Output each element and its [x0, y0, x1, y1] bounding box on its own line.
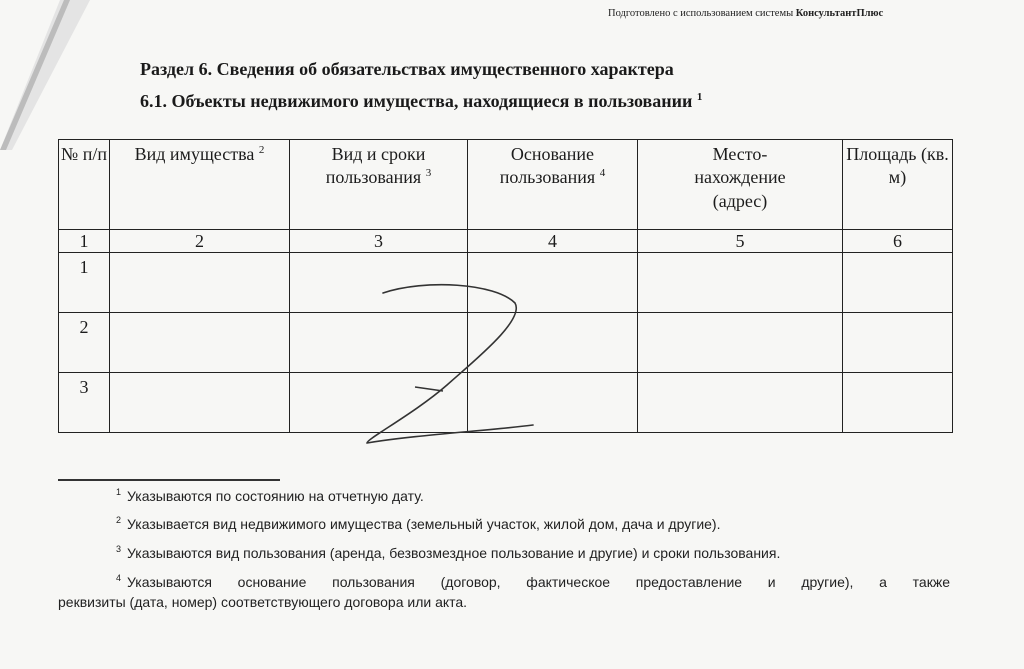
- footnote-divider: [58, 479, 280, 481]
- prepared-prefix: Подготовлено с использованием системы: [608, 8, 794, 19]
- empty-cell: [468, 313, 638, 373]
- column-number-row: [59, 230, 953, 253]
- column-number: 1: [59, 230, 110, 253]
- empty-cell: [110, 373, 290, 433]
- column-number: 2: [110, 230, 290, 253]
- col-header-location: [638, 140, 843, 230]
- section-subtitle: [140, 91, 702, 112]
- col-header-area: [843, 140, 953, 230]
- col-note: 4: [599, 167, 606, 180]
- footnote-4: [58, 572, 950, 613]
- pen-edge-icon: [0, 0, 90, 150]
- empty-cell: [843, 313, 953, 373]
- table-row: [59, 313, 953, 373]
- col-label: Основание пользования: [499, 144, 596, 188]
- empty-cell: [638, 253, 843, 313]
- empty-cell: [290, 253, 468, 313]
- empty-cell: [843, 253, 953, 313]
- row-number: 2: [59, 313, 110, 373]
- empty-cell: [468, 373, 638, 433]
- col-label: Место-нахождение (адрес): [694, 144, 786, 211]
- table-row: [59, 373, 953, 433]
- section-subtitle-note: 1: [696, 91, 703, 103]
- column-number: 3: [290, 230, 468, 253]
- col-label: Площадь (кв. м): [846, 144, 949, 188]
- prepared-brand: КонсультантПлюс: [795, 8, 884, 19]
- col-label: Вид и сроки пользования: [325, 144, 426, 188]
- empty-cell: [638, 373, 843, 433]
- row-number: 3: [59, 373, 110, 433]
- col-label: № п/п: [61, 144, 107, 164]
- col-note: 2: [258, 144, 265, 156]
- col-header-number: [59, 140, 110, 230]
- col-note: 3: [425, 167, 432, 180]
- footnote-line: [58, 572, 950, 592]
- footnote-text: Указываются основание пользования (договор, фактическое предоставление и другие), а также: [127, 574, 950, 590]
- footnote-text-continued: реквизиты (дата, номер) соответствующего договора или акта.: [58, 594, 468, 611]
- col-label: Вид имущества: [134, 144, 255, 164]
- prepared-note: [608, 8, 883, 19]
- column-number: 6: [843, 230, 953, 253]
- section-subtitle-text: 6.1. Объекты недвижимого имущества, находящиеся в пользовании: [140, 91, 693, 111]
- footnote-text: Указывается вид недвижимого имущества (земельный участок, жилой дом, дача и другие).: [127, 516, 721, 532]
- footnote-text: Указываются вид пользования (аренда, безвозмездное пользование и другие) и сроки пользования.: [127, 545, 781, 561]
- column-number: 4: [468, 230, 638, 253]
- row-number: 1: [59, 253, 110, 313]
- empty-cell: [638, 313, 843, 373]
- footnote-2: [116, 516, 720, 532]
- property-table: [58, 139, 953, 433]
- empty-cell: [843, 373, 953, 433]
- col-header-usage-terms: [290, 140, 468, 230]
- footnote-mark: 3: [116, 544, 122, 555]
- table-row: [59, 253, 953, 313]
- footnote-mark: 2: [116, 515, 122, 526]
- empty-cell: [110, 253, 290, 313]
- footnote-mark: 4: [116, 573, 122, 584]
- empty-cell: [290, 373, 468, 433]
- empty-cell: [468, 253, 638, 313]
- footnote-mark: 1: [116, 487, 122, 498]
- col-header-property-type: [110, 140, 290, 230]
- empty-cell: [110, 313, 290, 373]
- col-header-usage-basis: [468, 140, 638, 230]
- empty-cell: [290, 313, 468, 373]
- section-title: Раздел 6. Сведения об обязательствах имущественного характера: [140, 59, 674, 79]
- column-number: 5: [638, 230, 843, 253]
- footnote-1: [116, 488, 424, 504]
- footnote-text: Указываются по состоянию на отчетную дату.: [127, 488, 424, 504]
- footnote-3: [116, 545, 780, 561]
